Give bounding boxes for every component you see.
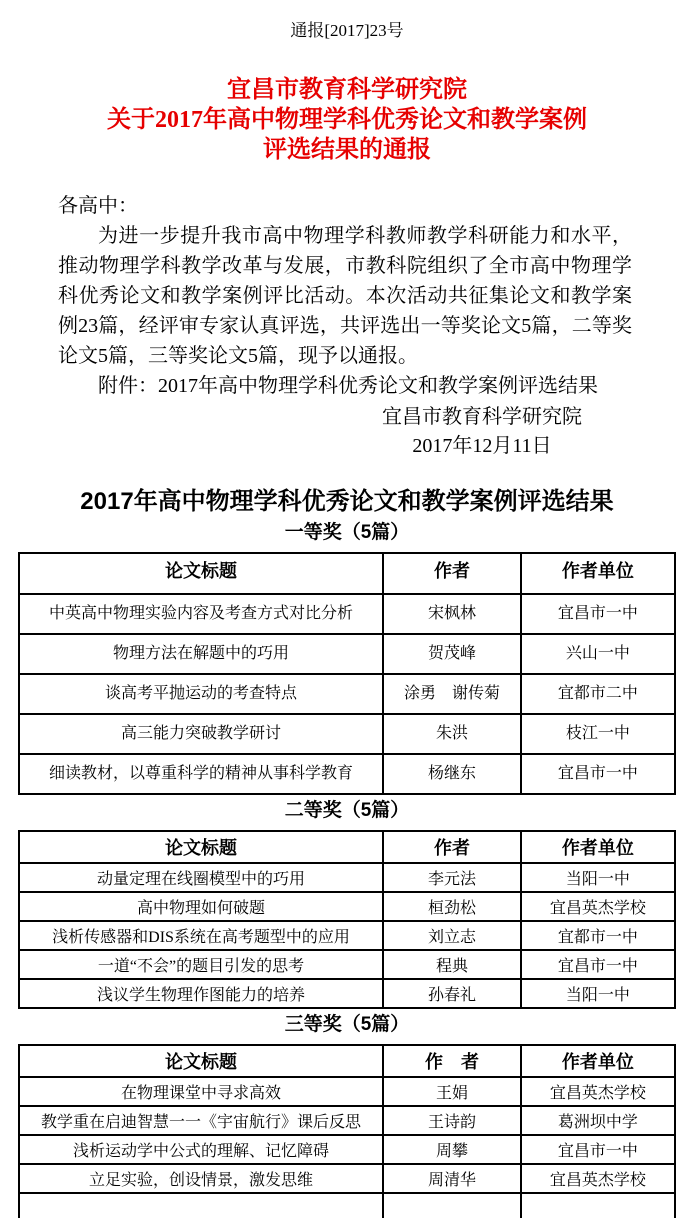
cell-paper-title: 在物理课堂中寻求高效: [19, 1077, 383, 1106]
cell-paper-title: 中英高中物理实验内容及考查方式对比分析: [19, 594, 383, 634]
cell-unit: 当阳一中: [521, 863, 675, 892]
cell-unit: 宜都市一中: [521, 921, 675, 950]
cell-paper-title: [19, 1193, 383, 1218]
cell-unit: 宜都市二中: [521, 674, 675, 714]
table-row: [19, 1106, 675, 1135]
cell-unit: 当阳一中: [521, 979, 675, 1008]
title-line-1: 宜昌市教育科学研究院: [227, 77, 467, 103]
cell-unit: 枝江一中: [521, 714, 675, 754]
title-line-3: 评选结果的通报: [263, 137, 431, 163]
table-row: [19, 863, 675, 892]
column-header-author: 作 者: [383, 1045, 521, 1077]
column-header-unit: 作者单位: [521, 1045, 675, 1077]
table-row: [19, 921, 675, 950]
table-header-row: [19, 553, 675, 594]
cell-paper-title: 立足实验，创设情景，激发思维: [19, 1164, 383, 1193]
column-header-unit: 作者单位: [521, 831, 675, 863]
table-row: [19, 979, 675, 1008]
cell-author: [383, 1193, 521, 1218]
column-header-unit: 作者单位: [521, 553, 675, 594]
cell-author: 王娟: [383, 1077, 521, 1106]
cell-author: 刘立志: [383, 921, 521, 950]
table-row: [19, 754, 675, 794]
signer-name: 宜昌市教育科学研究院: [382, 406, 582, 428]
first-prize-table: [18, 552, 676, 795]
table-row: [19, 634, 675, 674]
cell-unit: 宜昌市一中: [521, 754, 675, 794]
first-prize-heading: 一等奖（5篇）: [284, 522, 410, 543]
cell-paper-title: 教学重在启迪智慧一一《宇宙航行》课后反思: [19, 1106, 383, 1135]
table-header-row: [19, 1045, 675, 1077]
cell-paper-title: 浅析运动学中公式的理解、记忆障碍: [19, 1135, 383, 1164]
table-row: [19, 1135, 675, 1164]
cell-unit: 宜昌英杰学校: [521, 892, 675, 921]
table-row: [19, 714, 675, 754]
column-header-title: 论文标题: [19, 1045, 383, 1077]
table-row: [19, 1077, 675, 1106]
document-title: [0, 75, 694, 165]
cell-paper-title: 细读教材，以尊重科学的精神从事科学教育: [19, 754, 383, 794]
cell-author: 涂勇 谢传菊: [383, 674, 521, 714]
table-header-row: [19, 831, 675, 863]
cell-paper-title: 物理方法在解题中的巧用: [19, 634, 383, 674]
cell-author: 宋枫林: [383, 594, 521, 634]
cell-author: 孙春礼: [383, 979, 521, 1008]
table-row: [19, 1164, 675, 1193]
cell-author: 朱洪: [383, 714, 521, 754]
cell-unit: [521, 1193, 675, 1218]
third-prize-heading: 三等奖（5篇）: [284, 1014, 410, 1035]
second-prize-heading: 二等奖（5篇）: [284, 800, 410, 821]
cell-paper-title: 浅议学生物理作图能力的培养: [19, 979, 383, 1008]
cell-unit: 宜昌市一中: [521, 594, 675, 634]
cell-author: 周攀: [383, 1135, 521, 1164]
table-row-partial: [19, 1193, 675, 1218]
body-text: [58, 191, 632, 401]
table-row: [19, 950, 675, 979]
cell-unit: 宜昌市一中: [521, 950, 675, 979]
cell-author: 桓劲松: [383, 892, 521, 921]
cell-author: 李元法: [383, 863, 521, 892]
table-row: [19, 674, 675, 714]
cell-author: 程典: [383, 950, 521, 979]
main-paragraph: 为进一步提升我市高中物理学科教师教学科研能力和水平，推动物理学科教学改革与发展，市教科院组织了全市高中物理学科优秀论文和教学案例评比活动。本次活动共征集论文和教学案例23篇，经评审专家认真评选，共评选出一等奖论文5篇，二等奖论文5篇，三等奖论文5篇，现予以通报。: [58, 225, 632, 367]
doc-number: 通报[2017]23号: [290, 21, 404, 40]
cell-paper-title: 谈高考平抛运动的考查特点: [19, 674, 383, 714]
column-header-author: 作者: [383, 553, 521, 594]
cell-unit: 宜昌英杰学校: [521, 1077, 675, 1106]
second-prize-table: [18, 830, 676, 1009]
cell-paper-title: 浅析传感器和DIS系统在高考题型中的应用: [19, 921, 383, 950]
table-row: [19, 594, 675, 634]
cell-author: 周清华: [383, 1164, 521, 1193]
cell-paper-title: 高三能力突破教学研讨: [19, 714, 383, 754]
cell-unit: 宜昌市一中: [521, 1135, 675, 1164]
cell-author: 王诗韵: [383, 1106, 521, 1135]
attachment-line: 附件：2017年高中物理学科优秀论文和教学案例评选结果: [98, 375, 598, 397]
column-header-title: 论文标题: [19, 831, 383, 863]
cell-unit: 葛洲坝中学: [521, 1106, 675, 1135]
column-header-author: 作者: [383, 831, 521, 863]
third-prize-table: [18, 1044, 676, 1218]
cell-paper-title: 动量定理在线圈模型中的巧用: [19, 863, 383, 892]
cell-paper-title: 高中物理如何破题: [19, 892, 383, 921]
cell-unit: 宜昌英杰学校: [521, 1164, 675, 1193]
cell-paper-title: 一道“不会”的题目引发的思考: [19, 950, 383, 979]
title-line-2: 关于2017年高中物理学科优秀论文和教学案例: [107, 107, 587, 133]
cell-author: 贺茂峰: [383, 634, 521, 674]
salutation: 各高中：: [58, 195, 138, 217]
cell-unit: 兴山一中: [521, 634, 675, 674]
results-title: 2017年高中物理学科优秀论文和教学案例评选结果: [80, 488, 614, 515]
cell-author: 杨继东: [383, 754, 521, 794]
sign-date: 2017年12月11日: [412, 435, 552, 457]
column-header-title: 论文标题: [19, 553, 383, 594]
table-row: [19, 892, 675, 921]
signature-block: [382, 403, 582, 461]
